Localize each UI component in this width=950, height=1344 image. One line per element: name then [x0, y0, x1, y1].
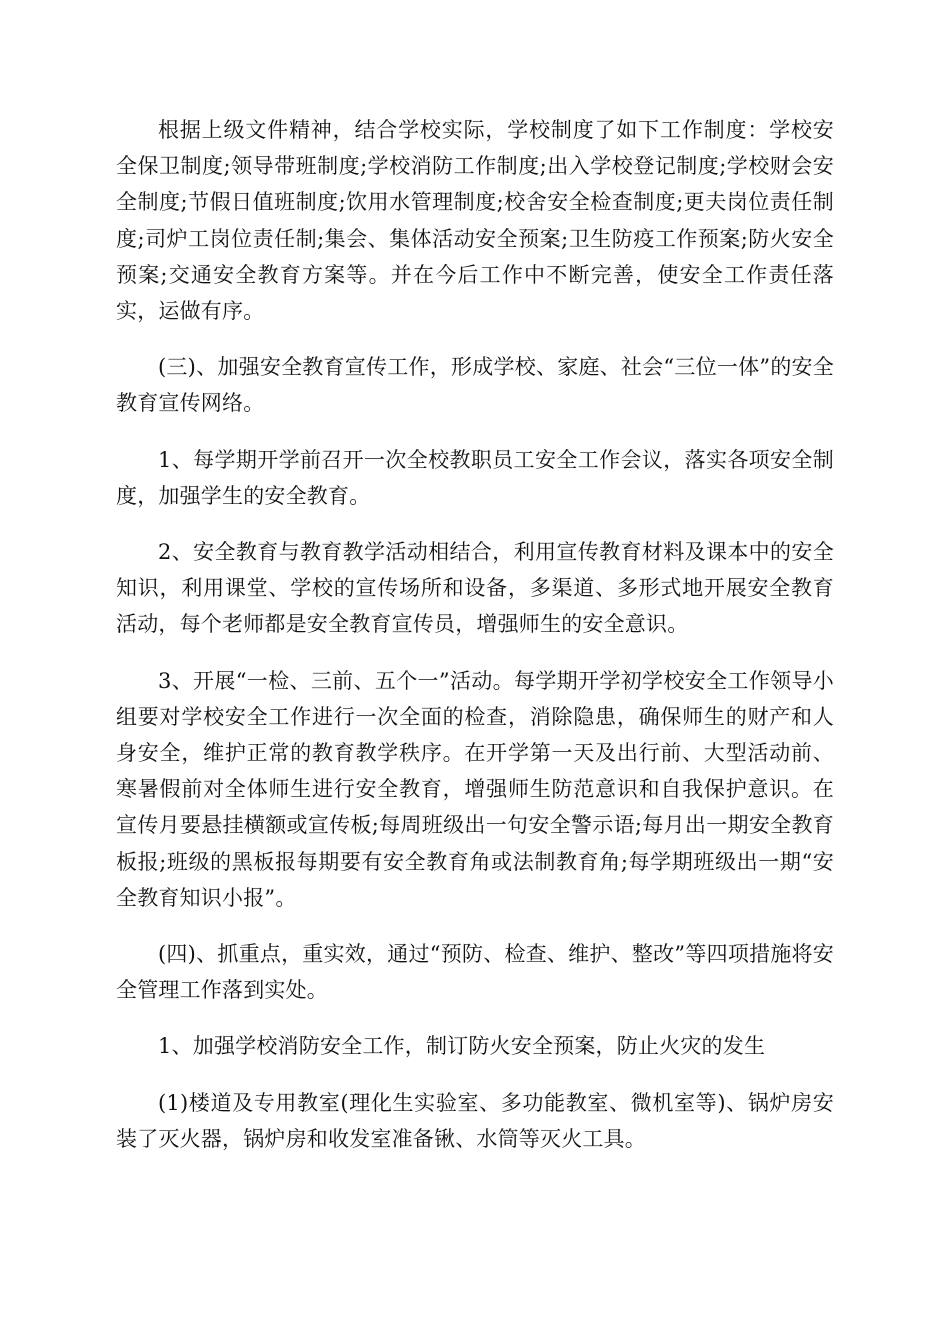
- paragraph-work-systems: 根据上级文件精神，结合学校实际，学校制度了如下工作制度：学校安全保卫制度;领导带班制度;学校消防工作制度;出入学校登记制度;学校财会安全制度;节假日值班制度;饮用水管理制度;校舍安全检查制度;更夫岗位责任制度;司炉工岗位责任制;集会、集体活动安全预案;卫生防疫工作预案;防火安全预案;交通安全教育方案等。并在今后工作中不断完善，使安全工作责任落实，运做有序。: [116, 118, 834, 324]
- paragraph-staff-meeting: 1、每学期开学前召开一次全校教职员工安全工作会议，落实各项安全制度，加强学生的安全教育。: [116, 447, 834, 508]
- section-heading-key-measures: (四)、抓重点，重实效，通过“预防、检查、维护、整改”等四项措施将安全管理工作落到实处。: [116, 942, 834, 1003]
- document-page: [116, 112, 834, 1177]
- paragraph-fire-extinguishers: (1)楼道及专用教室(理化生实验室、多功能教室、微机室等)、锅炉房安装了灭火器，锅炉房和收发室准备锹、水筒等灭火工具。: [116, 1090, 834, 1151]
- paragraph-education-activities: 2、安全教育与教育教学活动相结合，利用宣传教育材料及课本中的安全知识，利用课堂、学校的宣传场所和设备，多渠道、多形式地开展安全教育活动，每个老师都是安全教育宣传员，增强师生的安全意识。: [116, 540, 834, 637]
- paragraph-inspection-activity: 3、开展“一检、三前、五个一”活动。每学期开学初学校安全工作领导小组要对学校安全工作进行一次全面的检查，消除隐患，确保师生的财产和人身安全，维护正常的教育教学秩序。在开学第一天及出行前、大型活动前、寒暑假前对全体师生进行安全教育，增强师生防范意识和自我保护意识。在宣传月要悬挂横额或宣传板;每周班级出一句安全警示语;每月出一期安全教育板报;班级的黑板报每期要有安全教育角或法制教育角;每学期班级出一期“安全教育知识小报”。: [116, 668, 834, 910]
- paragraph-fire-safety: 1、加强学校消防安全工作，制订防火安全预案，防止火灾的发生: [158, 1034, 766, 1059]
- section-heading-safety-education: (三)、加强安全教育宣传工作，形成学校、家庭、社会“三位一体”的安全教育宣传网络。: [116, 355, 834, 416]
